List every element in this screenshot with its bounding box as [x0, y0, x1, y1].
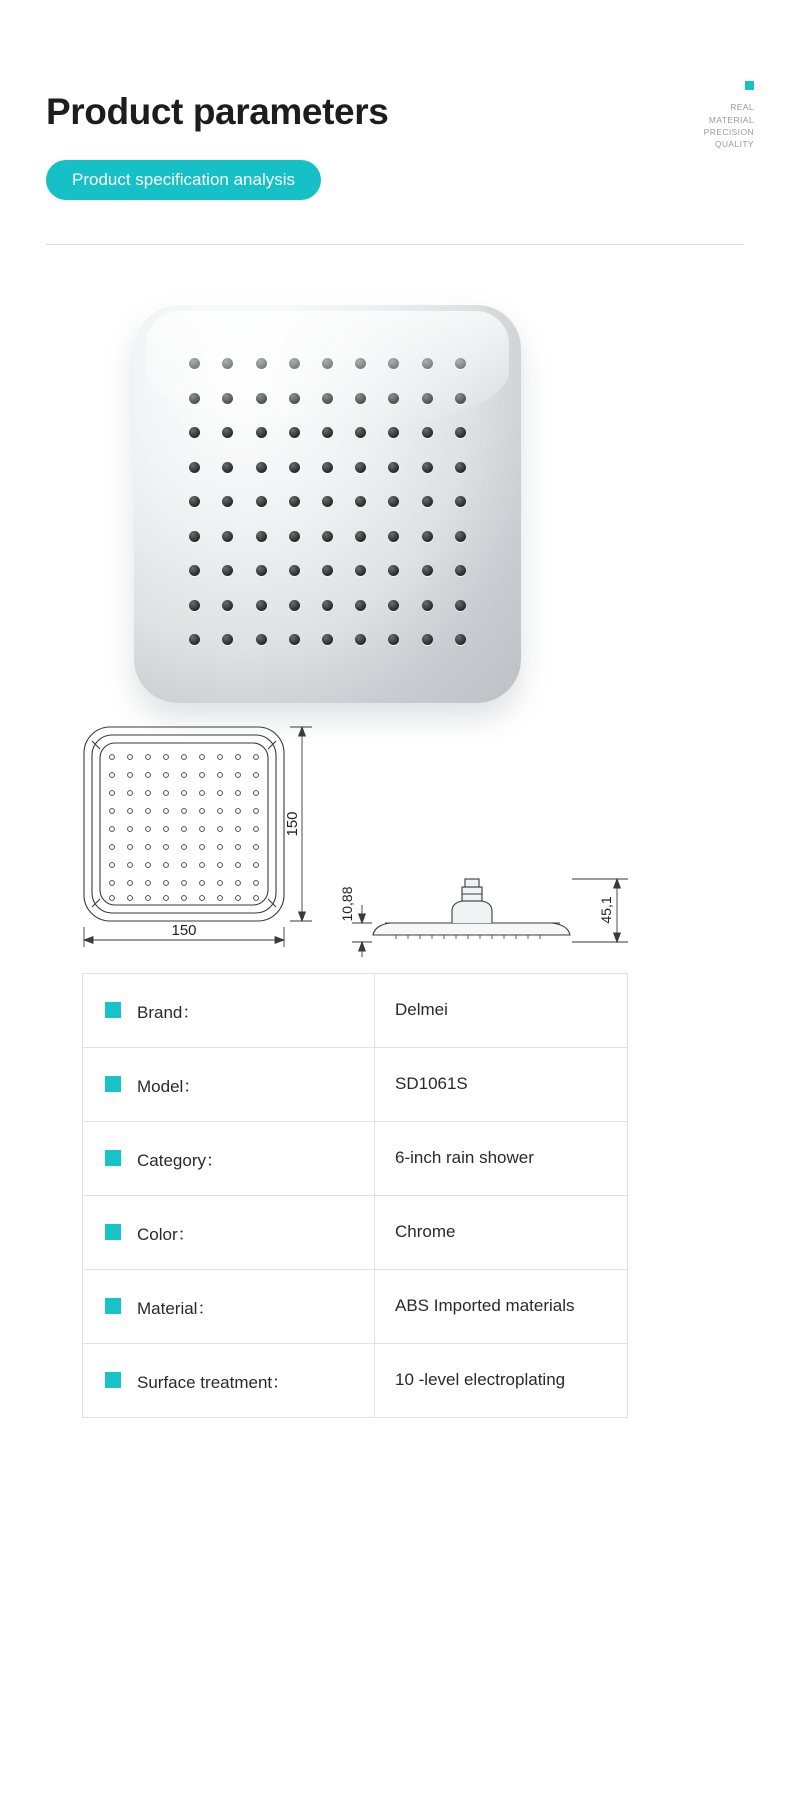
nozzle [388, 393, 399, 404]
nozzle [422, 427, 433, 438]
spec-value: Chrome [375, 1195, 628, 1269]
brand-mark [704, 78, 754, 150]
bullet-square-icon [105, 1372, 121, 1388]
nozzle [189, 634, 200, 645]
brand-line-4: QUALITY [714, 139, 754, 150]
spec-label: Category： [137, 1150, 223, 1170]
nozzle [322, 393, 333, 404]
spec-label: Brand： [137, 1002, 200, 1022]
spec-label-cell [83, 1047, 375, 1121]
nozzle [322, 565, 333, 576]
nozzle [388, 358, 399, 369]
front-view-nozzles [110, 754, 259, 900]
bullet-square-icon [105, 1150, 121, 1166]
nozzle [422, 393, 433, 404]
nozzle [322, 462, 333, 473]
side-view-height-label: 45,1 [598, 896, 614, 924]
nozzle [256, 358, 267, 369]
table-row [83, 1195, 628, 1269]
subtitle-pill: Product specification analysis [46, 160, 321, 200]
nozzle [289, 600, 300, 611]
nozzle [422, 496, 433, 507]
nozzle [189, 393, 200, 404]
nozzle [289, 462, 300, 473]
nozzle [455, 358, 466, 369]
spec-label-cell [83, 1121, 375, 1195]
nozzle [455, 427, 466, 438]
nozzle [222, 600, 233, 611]
nozzle [256, 496, 267, 507]
nozzle [388, 600, 399, 611]
nozzle [256, 531, 267, 542]
table-row [83, 1047, 628, 1121]
spec-label: Color： [137, 1224, 195, 1244]
header-divider [46, 244, 744, 245]
page-header [0, 0, 790, 200]
nozzle [222, 393, 233, 404]
nozzle [388, 462, 399, 473]
nozzle [322, 358, 333, 369]
nozzle [289, 358, 300, 369]
nozzle [256, 427, 267, 438]
spec-value: Delmei [375, 973, 628, 1047]
nozzle [388, 496, 399, 507]
bullet-square-icon [105, 1076, 121, 1092]
nozzle [355, 427, 366, 438]
nozzle [355, 531, 366, 542]
page-footer-space [0, 1418, 790, 1548]
nozzle [322, 531, 333, 542]
brand-line-2: MATERIAL [708, 114, 754, 125]
nozzle [322, 634, 333, 645]
nozzle-grid [178, 347, 477, 657]
nozzle [256, 600, 267, 611]
nozzle [355, 496, 366, 507]
shower-head-face [134, 303, 521, 703]
nozzle [222, 427, 233, 438]
nozzle [222, 358, 233, 369]
nozzle [189, 600, 200, 611]
spec-value: ABS Imported materials [375, 1269, 628, 1343]
nozzle [355, 600, 366, 611]
specifications-table [82, 973, 628, 1418]
nozzle [355, 462, 366, 473]
nozzle [388, 565, 399, 576]
nozzle [388, 531, 399, 542]
technical-drawings [0, 699, 790, 961]
front-view-height-label: 150 [284, 811, 301, 837]
spec-label: Surface treatment： [137, 1372, 290, 1392]
spec-label-cell [83, 1269, 375, 1343]
brand-square-icon [745, 81, 754, 90]
spec-label: Model： [137, 1076, 201, 1096]
nozzle [256, 462, 267, 473]
spec-label-cell [83, 973, 375, 1047]
nozzle [455, 600, 466, 611]
nozzle [256, 634, 267, 645]
spec-value: 6-inch rain shower [375, 1121, 628, 1195]
nozzle [422, 531, 433, 542]
nozzle [256, 565, 267, 576]
nozzle [289, 634, 300, 645]
brand-line-1: REAL [730, 102, 754, 113]
drawings-svg [0, 699, 790, 961]
nozzle [322, 496, 333, 507]
nozzle [222, 462, 233, 473]
nozzle [322, 600, 333, 611]
nozzle [289, 427, 300, 438]
nozzle [222, 565, 233, 576]
nozzle [455, 531, 466, 542]
nozzle [355, 393, 366, 404]
nozzle [422, 634, 433, 645]
nozzle [455, 393, 466, 404]
nozzle [455, 496, 466, 507]
nozzle [289, 393, 300, 404]
nozzle [189, 565, 200, 576]
nozzle [422, 600, 433, 611]
table-row [83, 1121, 628, 1195]
nozzle [222, 634, 233, 645]
nozzle [455, 462, 466, 473]
spec-label: Material： [137, 1298, 215, 1318]
spec-label-cell [83, 1195, 375, 1269]
page-title: Product parameters [46, 91, 389, 132]
spec-value: 10 -level electroplating [375, 1343, 628, 1417]
nozzle [189, 358, 200, 369]
nozzle [355, 358, 366, 369]
spec-value: SD1061S [375, 1047, 628, 1121]
nozzle [455, 634, 466, 645]
nozzle [355, 634, 366, 645]
nozzle [388, 634, 399, 645]
brand-line-3: PRECISION [703, 126, 754, 137]
nozzle [289, 531, 300, 542]
nozzle [422, 358, 433, 369]
nozzle [355, 565, 366, 576]
nozzle [388, 427, 399, 438]
nozzle [289, 496, 300, 507]
spec-label-cell [83, 1343, 375, 1417]
side-view [339, 879, 628, 957]
nozzle [289, 565, 300, 576]
nozzle [222, 496, 233, 507]
table-row [83, 973, 628, 1047]
front-view-width-label: 150 [171, 921, 197, 939]
table-row [83, 1269, 628, 1343]
bullet-square-icon [105, 1002, 121, 1018]
nozzle [422, 462, 433, 473]
nozzle [455, 565, 466, 576]
table-row [83, 1343, 628, 1417]
bullet-square-icon [105, 1298, 121, 1314]
product-hero-image [0, 267, 790, 707]
side-view-thickness-label: 10,88 [339, 886, 355, 922]
nozzle [322, 427, 333, 438]
nozzle [422, 565, 433, 576]
nozzle [189, 496, 200, 507]
nozzle [256, 393, 267, 404]
bullet-square-icon [105, 1224, 121, 1240]
nozzle [222, 531, 233, 542]
nozzle [189, 531, 200, 542]
nozzle [189, 427, 200, 438]
nozzle [189, 462, 200, 473]
